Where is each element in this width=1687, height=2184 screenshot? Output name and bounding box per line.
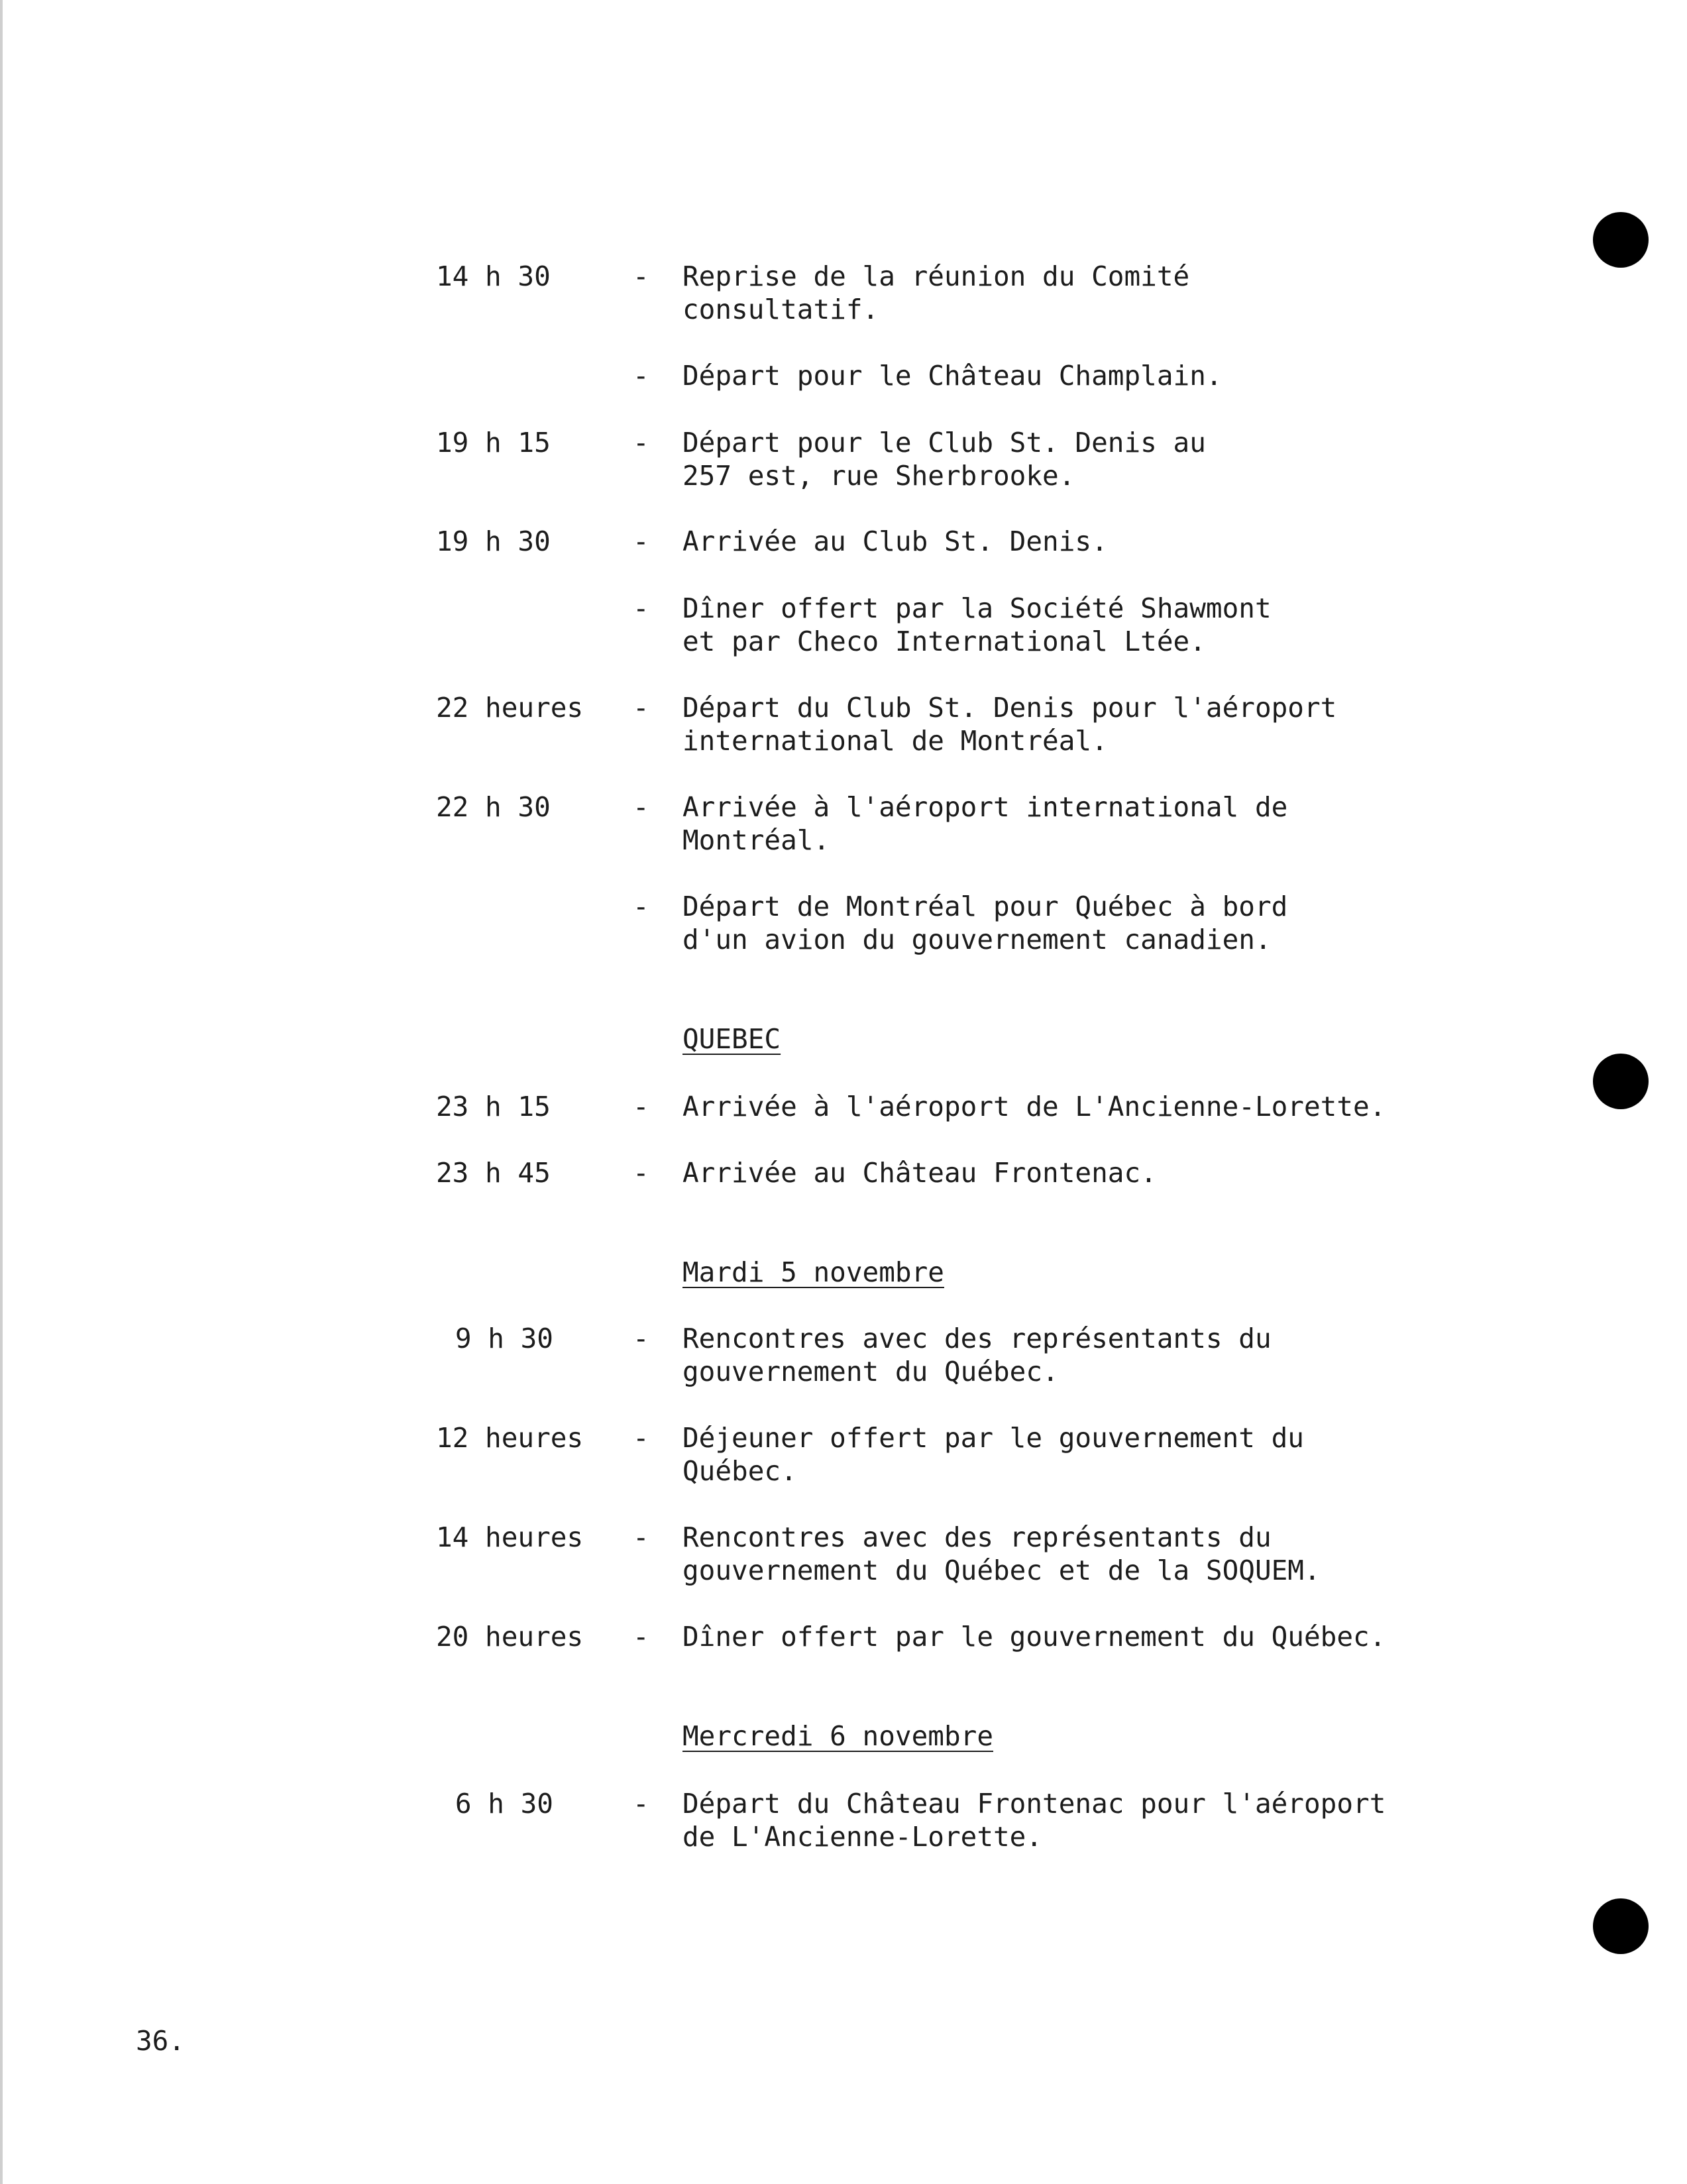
entry-dash: - [633,1091,649,1122]
entry-time: 14 heures [436,1521,584,1553]
entry-description: Départ pour le Château Champlain. [682,360,1223,392]
entry-description: Déjeuner offert par le gouvernement du Québec. [682,1422,1304,1487]
entry-description: Dîner offert par la Société Shawmont et par Checo International Ltée. [682,592,1272,657]
entry-dash: - [633,260,649,292]
entry-dash: - [633,1521,649,1553]
entry-description: Reprise de la réunion du Comité consultatif. [682,260,1190,325]
entry-time: 22 heures [436,692,584,724]
entry-dash: - [633,525,649,557]
entry-time: 23 h 15 [436,1091,551,1122]
entry-dash: - [633,891,649,922]
entry-description: Arrivée au Club St. Denis. [682,525,1108,557]
entry-dash: - [633,1157,649,1189]
entry-description: Dîner offert par le gouvernement du Québec. [682,1621,1386,1653]
entry-description: Arrivée à l'aéroport international de Montréal. [682,791,1288,856]
entry-dash: - [633,592,649,624]
entry-description: Rencontres avec des représentants du gouvernement du Québec et de la SOQUEM. [682,1521,1321,1586]
page-number: 36. [136,2025,186,2057]
entry-dash: - [633,692,649,724]
entry-time: 20 heures [436,1621,584,1653]
entry-dash: - [633,1422,649,1454]
entry-description: Départ du Club St. Denis pour l'aéroport international de Montréal. [682,692,1337,757]
entry-dash: - [633,791,649,823]
entry-description: Arrivée au Château Frontenac. [682,1157,1157,1189]
entry-time: 19 h 15 [436,427,551,459]
entry-dash: - [633,360,649,392]
entry-time: 19 h 30 [436,525,551,557]
entry-description: Départ du Château Frontenac pour l'aéroport de L'Ancienne-Lorette. [682,1788,1386,1853]
section-heading-text: QUEBEC [682,1023,781,1055]
entry-dash: - [633,1621,649,1653]
entry-description: Départ pour le Club St. Denis au 257 est, rue Sherbrooke. [682,427,1206,492]
entry-time: 9 h 30 [455,1323,553,1354]
section-heading-text: Mercredi 6 novembre [682,1720,993,1752]
entry-dash: - [633,1788,649,1820]
entry-description: Rencontres avec des représentants du gouvernement du Québec. [682,1323,1272,1388]
entry-description: Arrivée à l'aéroport de L'Ancienne-Lorette. [682,1091,1386,1122]
entry-description: Départ de Montréal pour Québec à bord d'un avion du gouvernement canadien. [682,891,1288,956]
entry-dash: - [633,1323,649,1354]
entry-dash: - [633,427,649,459]
entry-time: 23 h 45 [436,1157,551,1189]
entry-time: 6 h 30 [455,1788,553,1820]
entry-time: 12 heures [436,1422,584,1454]
section-heading-text: Mardi 5 novembre [682,1256,944,1288]
entry-time: 14 h 30 [436,260,551,292]
entry-time: 22 h 30 [436,791,551,823]
